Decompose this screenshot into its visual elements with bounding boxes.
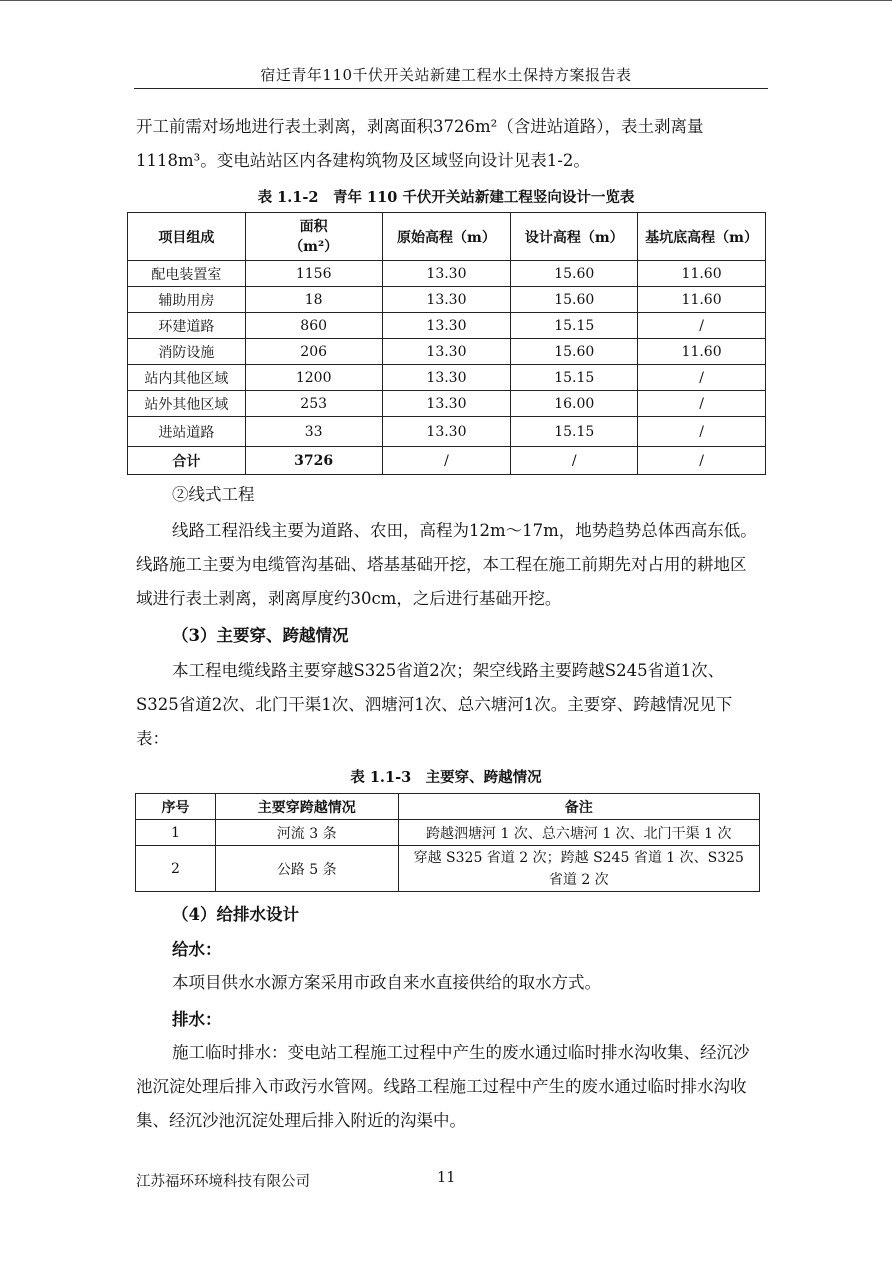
table-cell: 13.30	[382, 417, 511, 447]
table-cell: 3726	[245, 447, 382, 475]
table-cell: 11.60	[638, 339, 766, 365]
table-cell: 站外其他区域	[128, 391, 246, 417]
table-row	[128, 339, 766, 365]
table-row	[128, 417, 766, 447]
table-header-row	[136, 794, 760, 820]
table-cell: 2	[136, 846, 216, 892]
drainage-label: 排水：	[172, 1010, 222, 1029]
table-row	[128, 287, 766, 313]
table-cell: /	[382, 447, 511, 475]
intro-line-1: 开工前需对场地进行表土剥离，剥离面积3726m²（含进站道路），表土剥离量	[136, 117, 704, 136]
table1-caption: 表 1.1-2 青年 110 千伏开关站新建工程竖向设计一览表	[257, 189, 635, 206]
table-cell: 15.60	[511, 339, 638, 365]
section-4-heading: （4）给排水设计	[172, 905, 299, 924]
col-header: 项目组成	[128, 213, 246, 261]
line-project-paragraph: 线路工程沿线主要为道路、农田，高程为12m～17m，地势趋势总体西高东低。线路施工主要为电缆管沟基础、塔基基础开挖，本工程在施工前期先对占用的耕地区域进行表土剥离，剥离厚度约30cm，之后进行基础开挖。	[136, 521, 757, 608]
table-cell: 公路 5 条	[215, 846, 398, 892]
table-cell: /	[638, 447, 766, 475]
table-cell: 13.30	[382, 261, 511, 287]
table-cell: 消防设施	[128, 339, 246, 365]
table-cell	[398, 846, 759, 892]
table-cell: 配电装置室	[128, 261, 246, 287]
header-rule	[134, 88, 768, 89]
table-cell: 进站道路	[128, 417, 246, 447]
table-cell: 206	[245, 339, 382, 365]
table-cell: /	[511, 447, 638, 475]
col-header: 原始高程（m）	[382, 213, 511, 261]
col-header: 备注	[398, 794, 759, 820]
drainage-text: 施工临时排水：变电站工程施工过程中产生的废水通过临时排水沟收集、经沉沙池沉淀处理后排入市政污水管网。线路工程施工过程中产生的废水通过临时排水沟收集、经沉沙池沉淀处理后排入附近的沟渠中。	[136, 1043, 750, 1130]
table-cell: 13.30	[382, 313, 511, 339]
water-supply-text: 本项目供水水源方案采用市政自来水直接供给的取水方式。	[172, 973, 601, 992]
page-header: 宿迁青年110千伏开关站新建工程水土保持方案报告表	[260, 66, 632, 84]
table-cell: 站内其他区域	[128, 365, 246, 391]
table-cell: /	[638, 365, 766, 391]
water-supply-label: 给水：	[172, 940, 222, 959]
table-row	[128, 391, 766, 417]
line-project-title: ②线式工程	[172, 485, 255, 504]
table-row	[128, 313, 766, 339]
col-header-area: 面积 （m²）	[289, 218, 339, 255]
table-cell: 1156	[245, 261, 382, 287]
table2-caption: 表 1.1-3 主要穿、跨越情况	[350, 769, 542, 786]
table-row	[128, 365, 766, 391]
table-cell: 13.30	[382, 391, 511, 417]
table-row	[128, 261, 766, 287]
table-cell: 1200	[245, 365, 382, 391]
section-3-paragraph: 本工程电缆线路主要穿越S325省道2次；架空线路主要跨越S245省道1次、S325省道2次、北门干渠1次、泗塘河1次、总六塘河1次。主要穿、跨越情况见下表：	[136, 661, 733, 748]
page-top-border	[0, 0, 892, 1]
table-cell: 15.15	[511, 417, 638, 447]
table-header-row	[128, 213, 766, 261]
table-cell: 16.00	[511, 391, 638, 417]
table-cell: 1	[136, 820, 216, 846]
footer-company: 江苏福环环境科技有限公司	[136, 1174, 310, 1190]
table-row	[136, 820, 760, 846]
table-cell: 辅助用房	[128, 287, 246, 313]
col-header	[245, 213, 382, 261]
table-cell: 15.15	[511, 313, 638, 339]
section-3-heading: （3）主要穿、跨越情况	[172, 626, 349, 645]
crossing-table	[135, 793, 760, 892]
table-cell-text: 穿越 S325 省道 2 次；跨越 S245 省道 1 次、S325 省道 2 次	[413, 849, 744, 888]
table-cell: 合计	[128, 447, 246, 475]
col-header: 设计高程（m）	[511, 213, 638, 261]
table-cell: 13.30	[382, 365, 511, 391]
table-cell: 13.30	[382, 339, 511, 365]
table-cell: 环建道路	[128, 313, 246, 339]
col-header: 序号	[136, 794, 216, 820]
table-cell: 13.30	[382, 287, 511, 313]
col-header: 基坑底高程（m）	[638, 213, 766, 261]
table-row	[136, 846, 760, 892]
table-cell: 11.60	[638, 287, 766, 313]
intro-line-2: 1118m³。变电站站区内各建构筑物及区域竖向设计见表1-2。	[136, 151, 590, 170]
table-cell: 15.60	[511, 261, 638, 287]
table-total-row	[128, 447, 766, 475]
table-cell: 18	[245, 287, 382, 313]
col-header: 主要穿跨越情况	[215, 794, 398, 820]
page-number: 11	[437, 1170, 456, 1186]
table-cell: 33	[245, 417, 382, 447]
vertical-design-table	[127, 212, 766, 475]
table-cell: 15.15	[511, 365, 638, 391]
table-cell: /	[638, 417, 766, 447]
table-cell: 河流 3 条	[215, 820, 398, 846]
table-cell: 11.60	[638, 261, 766, 287]
table-cell: /	[638, 313, 766, 339]
table-cell: 253	[245, 391, 382, 417]
table-cell: 15.60	[511, 287, 638, 313]
table-cell: 860	[245, 313, 382, 339]
table-cell: /	[638, 391, 766, 417]
table-cell: 跨越泗塘河 1 次、总六塘河 1 次、北门干渠 1 次	[398, 820, 759, 846]
